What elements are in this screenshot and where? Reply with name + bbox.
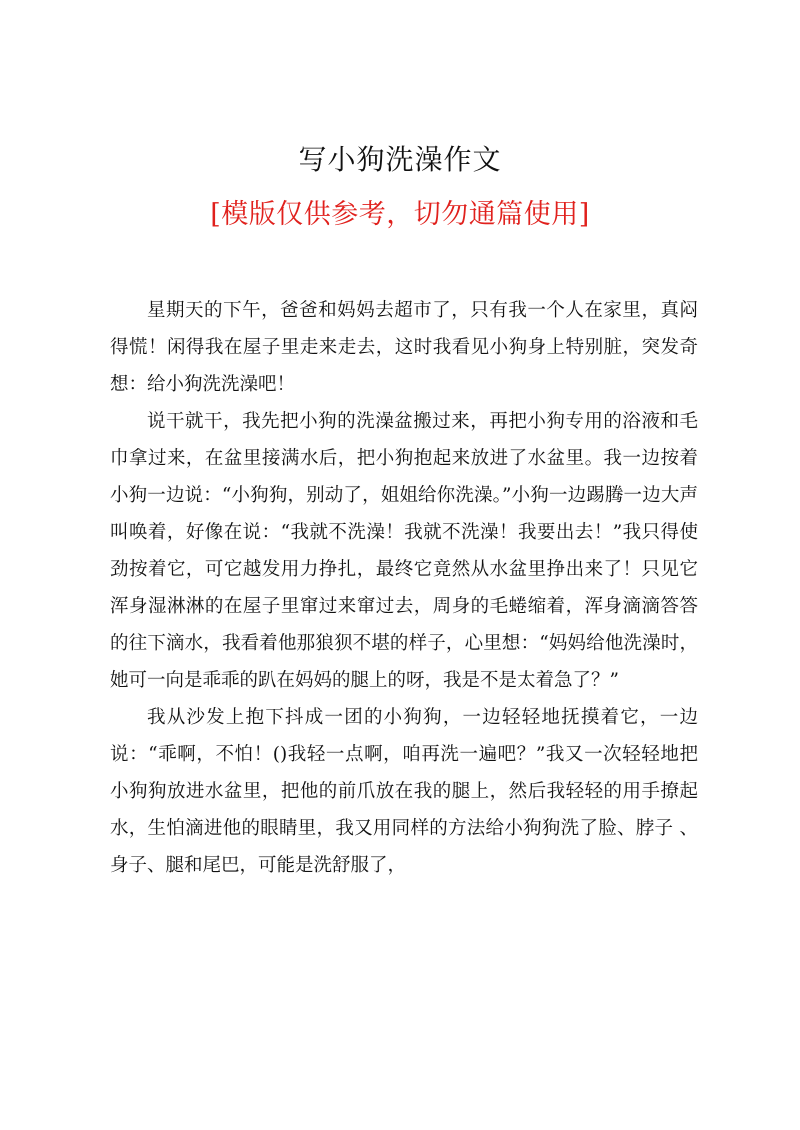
template-disclaimer: [模版仅供参考，切勿通篇使用]: [210, 199, 590, 230]
page-title: 写小狗洗澡作文: [298, 143, 502, 176]
paragraph-1: 星期天的下午，爸爸和妈妈去超市了，只有我一个人在家里，真闷得慌！闲得我在屋子里走来走去，这时我看见小狗身上特别脏，突发奇想：给小狗洗洗澡吧！: [110, 300, 698, 395]
paragraph-2: 说干就干，我先把小狗的洗澡盆搬过来，再把小狗专用的浴液和毛巾拿过来，在盆里接满水后，把小狗抱起来放进了水盆里。我一边按着小狗一边说：“小狗狗，别动了，姐姐给你洗澡。”小狗一边踢腾一边大声叫唤着，好像在说：“我就不洗澡！我就不洗澡！我要出去！”我只得使劲按着它，可它越发用力挣扎，最终它竟然从水盆里挣出来了！只见它浑身湿淋淋的在屋子里窜过来窜过去，周身的毛蜷缩着，浑身滴滴答答的往下滴水，我看着他那狼狈不堪的样子，心里想：“妈妈给他洗澡时，她可一向是乖乖的趴在妈妈的腿上的呀，我是不是太着急了？”: [110, 411, 698, 691]
paragraph-3: 我从沙发上抱下抖成一团的小狗狗，一边轻轻地抚摸着它，一边说：“乖啊，不怕！()我轻一点啊，咱再洗一遍吧？”我又一次轻轻地把小狗狗放进水盆里，把他的前爪放在我的腿上，然后我轻轻的用手撩起水，生怕滴进他的眼睛里，我又用同样的方法给小狗狗洗了脸、脖子 、身子、腿和尾巴，可能是洗舒服了，: [110, 707, 698, 876]
essay-body: [110, 292, 698, 884]
